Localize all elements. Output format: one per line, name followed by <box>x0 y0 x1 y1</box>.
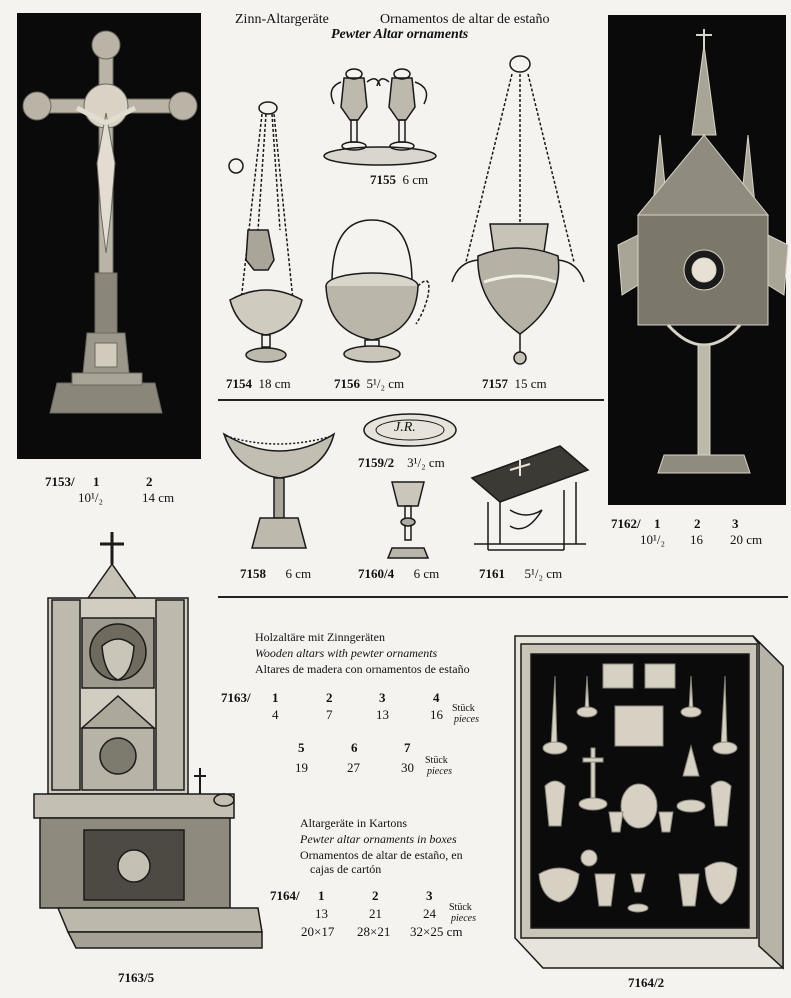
altars-title-spanish: Altares de madera con ornamentos de estaño <box>255 662 470 676</box>
boxes-pieces-label: pieces <box>451 913 476 924</box>
boxes-title-spanish-2: cajas de cartón <box>310 862 382 876</box>
item-7159-number: 7159/2 <box>358 455 395 470</box>
altars-pieces-4: 16 <box>430 707 443 722</box>
item-7153-value-1: 10¹/₂ <box>78 490 104 505</box>
altars-size-1: 1 <box>272 690 279 705</box>
monstrance-icon <box>608 15 786 505</box>
item-7158-number: 7158 <box>240 566 266 581</box>
item-7154-caption <box>226 376 291 392</box>
item-7155-size: 6 cm <box>402 172 429 187</box>
item-7162-value-2: 16 <box>690 532 703 547</box>
item-7161-size: 5¹/₂ cm <box>524 566 563 581</box>
altars-size-7: 7 <box>404 740 411 755</box>
hanging-lamp-icon <box>448 52 588 372</box>
missal-stand-icon <box>466 440 592 558</box>
altars-size-4: 4 <box>433 690 440 705</box>
altars-pieces-label-1: pieces <box>454 714 479 725</box>
section-divider-upper <box>218 399 604 401</box>
altars-pieces-label-2: pieces <box>427 766 452 777</box>
item-7161-number: 7161 <box>479 566 505 581</box>
boxes-size-3: 3 <box>426 888 433 903</box>
boxes-dims-2: 28×21 <box>357 924 391 939</box>
item-7162-size-3: 3 <box>732 516 739 531</box>
boxes-title-english: Pewter altar ornaments in boxes <box>300 832 457 846</box>
section-divider-lower <box>218 596 788 598</box>
altars-pieces-3: 13 <box>376 707 389 722</box>
altars-pieces-5: 19 <box>295 760 308 775</box>
boxes-title-german: Altargeräte in Kartons <box>300 816 408 830</box>
item-7158-size: 6 cm <box>285 566 312 581</box>
holy-water-bucket-icon <box>320 212 435 372</box>
boxes-number: 7164/ <box>270 888 300 903</box>
paten-monogram: J.R. <box>394 420 416 435</box>
item-7154-number: 7154 <box>226 376 252 391</box>
title-german: Zinn-Altargeräte <box>235 12 329 27</box>
item-7156-size: 5¹/₂ cm <box>366 376 405 391</box>
item-7161-caption <box>479 566 562 582</box>
altars-size-5: 5 <box>298 740 305 755</box>
chalice-icon <box>384 478 432 562</box>
crucifix-icon <box>17 13 201 459</box>
item-7157-number: 7157 <box>482 376 508 391</box>
item-7156-number: 7156 <box>334 376 360 391</box>
item-7155-number: 7155 <box>370 172 396 187</box>
altars-stuck-label-1: Stück <box>452 703 475 714</box>
item-7164-2-number: 7164/2 <box>628 975 665 990</box>
altars-pieces-6: 27 <box>347 760 360 775</box>
item-7160-caption <box>358 566 439 582</box>
altars-pieces-7: 30 <box>401 760 414 775</box>
item-7160-size: 6 cm <box>413 566 440 581</box>
item-7159-caption <box>358 455 445 471</box>
item-7162-size-1: 1 <box>654 516 661 531</box>
cruets-icon <box>322 62 440 166</box>
item-7163-5-number: 7163/5 <box>118 970 155 985</box>
crucifix-photo <box>17 13 201 459</box>
boxes-size-1: 1 <box>318 888 325 903</box>
item-7162-size-2: 2 <box>694 516 701 531</box>
ornament-box-icon <box>515 636 783 968</box>
boxes-dims-3: 32×25 cm <box>410 924 463 939</box>
altars-title-german: Holzaltäre mit Zinngeräten <box>255 630 385 644</box>
altars-size-2: 2 <box>326 690 333 705</box>
censer-icon <box>224 100 304 370</box>
item-7156-caption <box>334 376 404 392</box>
item-7155-caption <box>370 172 428 188</box>
item-7162-number: 7162/ <box>611 516 641 531</box>
altars-size-3: 3 <box>379 690 386 705</box>
item-7160-number: 7160/4 <box>358 566 395 581</box>
item-7157-caption <box>482 376 547 392</box>
item-7162-value-3: 20 cm <box>730 532 763 547</box>
boxes-pieces-1: 13 <box>315 906 328 921</box>
item-7153-value-2: 14 cm <box>142 490 175 505</box>
item-7153-size-1: 1 <box>93 474 100 489</box>
item-7157-size: 15 cm <box>514 376 547 391</box>
altars-number: 7163/ <box>221 690 251 705</box>
boxes-dims-1: 20×17 <box>301 924 335 939</box>
altars-size-6: 6 <box>351 740 358 755</box>
altars-stuck-label-2: Stück <box>425 755 448 766</box>
boxes-stuck-label: Stück <box>449 902 472 913</box>
item-7159-size: 3¹/₂ cm <box>407 455 445 470</box>
item-7154-size: 18 cm <box>258 376 291 391</box>
altars-title-english: Wooden altars with pewter ornaments <box>255 646 438 660</box>
title-english: Pewter Altar ornaments <box>331 27 469 42</box>
altars-pieces-1: 4 <box>272 707 279 722</box>
wooden-altar-icon <box>28 528 264 952</box>
item-7153-number: 7153/ <box>45 474 75 489</box>
item-7162-value-1: 10¹/₂ <box>640 532 666 547</box>
boxes-title-spanish-1: Ornamentos de altar de estaño, en <box>300 848 463 862</box>
boxes-size-2: 2 <box>372 888 379 903</box>
boxes-pieces-2: 21 <box>369 906 382 921</box>
item-7153-size-2: 2 <box>146 474 153 489</box>
title-spanish: Ornamentos de altar de estaño <box>380 12 550 27</box>
monstrance-photo <box>608 15 786 505</box>
altars-pieces-2: 7 <box>326 707 333 722</box>
boxes-pieces-3: 24 <box>423 906 436 921</box>
